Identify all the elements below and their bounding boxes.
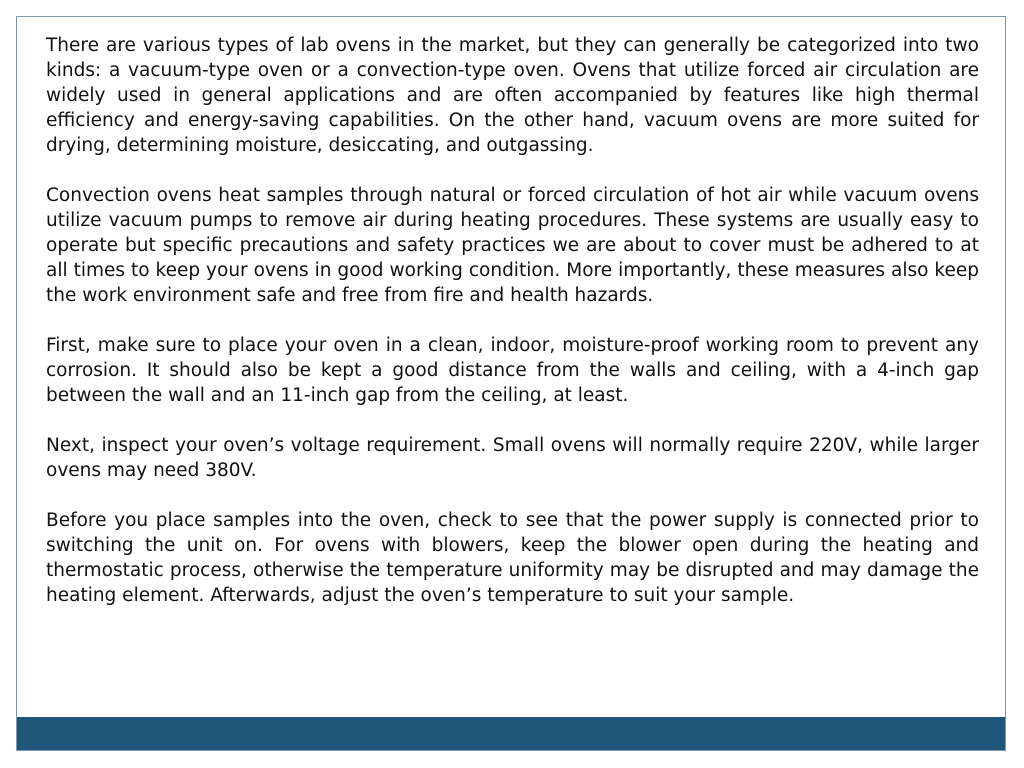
paragraph-oven-types: There are various types of lab ovens in the market, but they can generally be categorized into two kinds: a vacuum-type oven or a convection-type oven. Ovens that utilize forced air circulation are widely used in general applications and are often accompanied by features like high thermal efficiency and energy-saving capabilities. On the other hand, vacuum ovens are more suited for drying, determining moisture, desiccating, and outgassing. xyxy=(46,35,979,156)
paragraph-convection-vs-vacuum: Convection ovens heat samples through natural or forced circulation of hot air while vacuum ovens utilize vacuum pumps to remove air during heating procedures. These systems are usually easy to operate but specific precautions and safety practices we are about to cover must be adhered to at all times to keep your ovens in good working condition. More importantly, these measures also keep the work environment safe and free from fire and health hazards. xyxy=(46,185,979,306)
paragraph-voltage: Next, inspect your oven’s voltage requirement. Small ovens will normally require 220V, while larger ovens may need 380V. xyxy=(46,435,979,481)
paragraph-placement: First, make sure to place your oven in a clean, indoor, moisture-proof working room to prevent any corrosion. It should also be kept a good distance from the walls and ceiling, with a 4-inch gap between the wall and an 11-inch gap from the ceiling, at least. xyxy=(46,335,979,406)
slide-frame xyxy=(16,16,1006,751)
document-body xyxy=(46,33,979,633)
paragraph-before-samples: Before you place samples into the oven, check to see that the power supply is connected prior to switching the unit on. For ovens with blowers, keep the blower open during the heating and thermostatic process, otherwise the temperature uniformity may be disrupted and may damage the heating element. Afterwards, adjust the oven’s temperature to suit your sample. xyxy=(46,510,979,606)
footer-bar xyxy=(17,717,1005,750)
